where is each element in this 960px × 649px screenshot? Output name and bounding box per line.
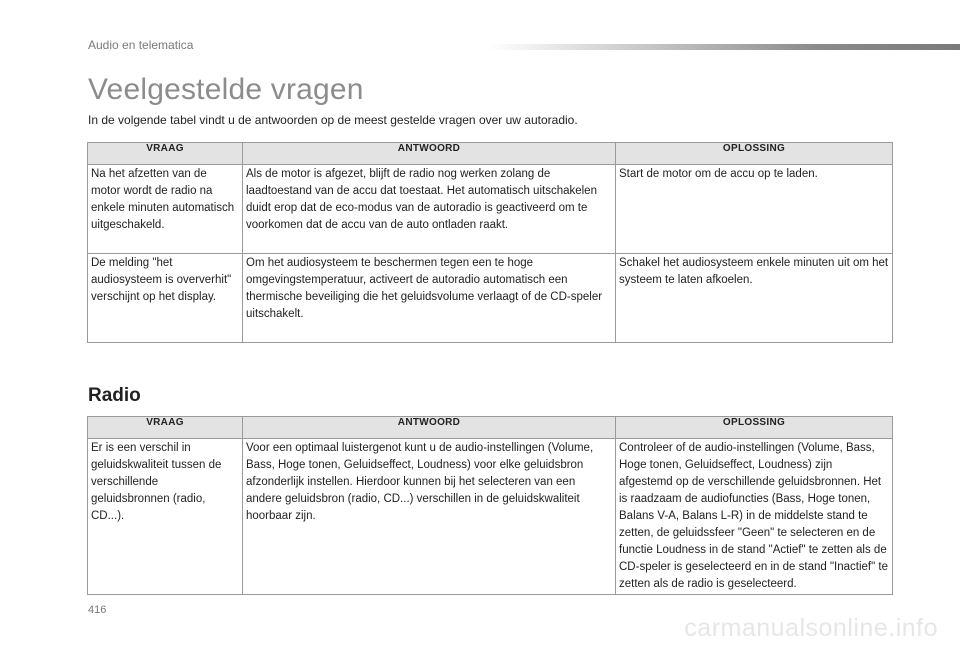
column-header-question: VRAAG [88, 417, 243, 439]
section-header: Audio en telematica [88, 38, 194, 52]
table-row [88, 165, 893, 254]
intro-text: In de volgende tabel vindt u de antwoorden op de meest gestelde vragen over uw autoradio. [88, 113, 578, 127]
faq-table [87, 142, 893, 343]
question-cell: De melding "het audiosysteem is oververhit" verschijnt op het display. [88, 254, 243, 343]
question-cell: Na het afzetten van de motor wordt de radio na enkele minuten automatisch uitgeschakeld. [88, 165, 243, 254]
watermark: carmanualsonline.info [684, 614, 938, 642]
question-cell: Er is een verschil in geluidskwaliteit tussen de verschillende geluidsbronnen (radio, CD...). [88, 439, 243, 595]
table-header-row [88, 143, 893, 165]
column-header-answer: ANTWOORD [243, 143, 616, 165]
answer-cell: Als de motor is afgezet, blijft de radio nog werken zolang de laadtoestand van de accu dat toestaat. Het automatisch uitschakelen duidt erop dat de eco-modus van de autoradio is geactiveerd om te voorkomen dat de accu van de auto ontladen raakt. [243, 165, 616, 254]
table-row [88, 439, 893, 595]
page-number: 416 [88, 604, 107, 616]
answer-cell: Voor een optimaal luistergenot kunt u de audio-instellingen (Volume, Bass, Hoge tonen, Geluidseffect, Loudness) voor elke geluidsbron afzonderlijk instellen. Hierdoor kunnen bij het selecteren van een andere geluidsbron (radio, CD...) verschillen in de geluidskwaliteit hoorbaar zijn. [243, 439, 616, 595]
column-header-question: VRAAG [88, 143, 243, 165]
radio-faq-table [87, 416, 893, 595]
solution-cell: Controleer of de audio-instellingen (Volume, Bass, Hoge tonen, Geluidseffect, Loudness) zijn afgestemd op de verschillende geluidsbronnen. Het is raadzaam de audiofuncties (Bass, Hoge tonen, Balans V-A, Balans L-R) in de middelste stand te zetten, de geluidssfeer "Geen" te selecteren en de functie Loudness in de stand "Actief" te zetten als de CD-speler is geselecteerd en in de stand "Inactief" te zetten als de radio is geselecteerd. [616, 439, 893, 595]
column-header-solution: OPLOSSING [616, 143, 893, 165]
page-title: Veelgestelde vragen [88, 73, 364, 106]
column-header-solution: OPLOSSING [616, 417, 893, 439]
answer-cell: Om het audiosysteem te beschermen tegen een te hoge omgevingstemperatuur, activeert de autoradio automatisch een thermische beveiliging die het geluidsvolume verlaagt of de CD-speler uitschakelt. [243, 254, 616, 343]
header-rule [488, 44, 960, 50]
table-row [88, 254, 893, 343]
column-header-answer: ANTWOORD [243, 417, 616, 439]
solution-cell: Schakel het audiosysteem enkele minuten uit om het systeem te laten afkoelen. [616, 254, 893, 343]
solution-cell: Start de motor om de accu op te laden. [616, 165, 893, 254]
radio-heading: Radio [88, 385, 141, 406]
table-header-row [88, 417, 893, 439]
